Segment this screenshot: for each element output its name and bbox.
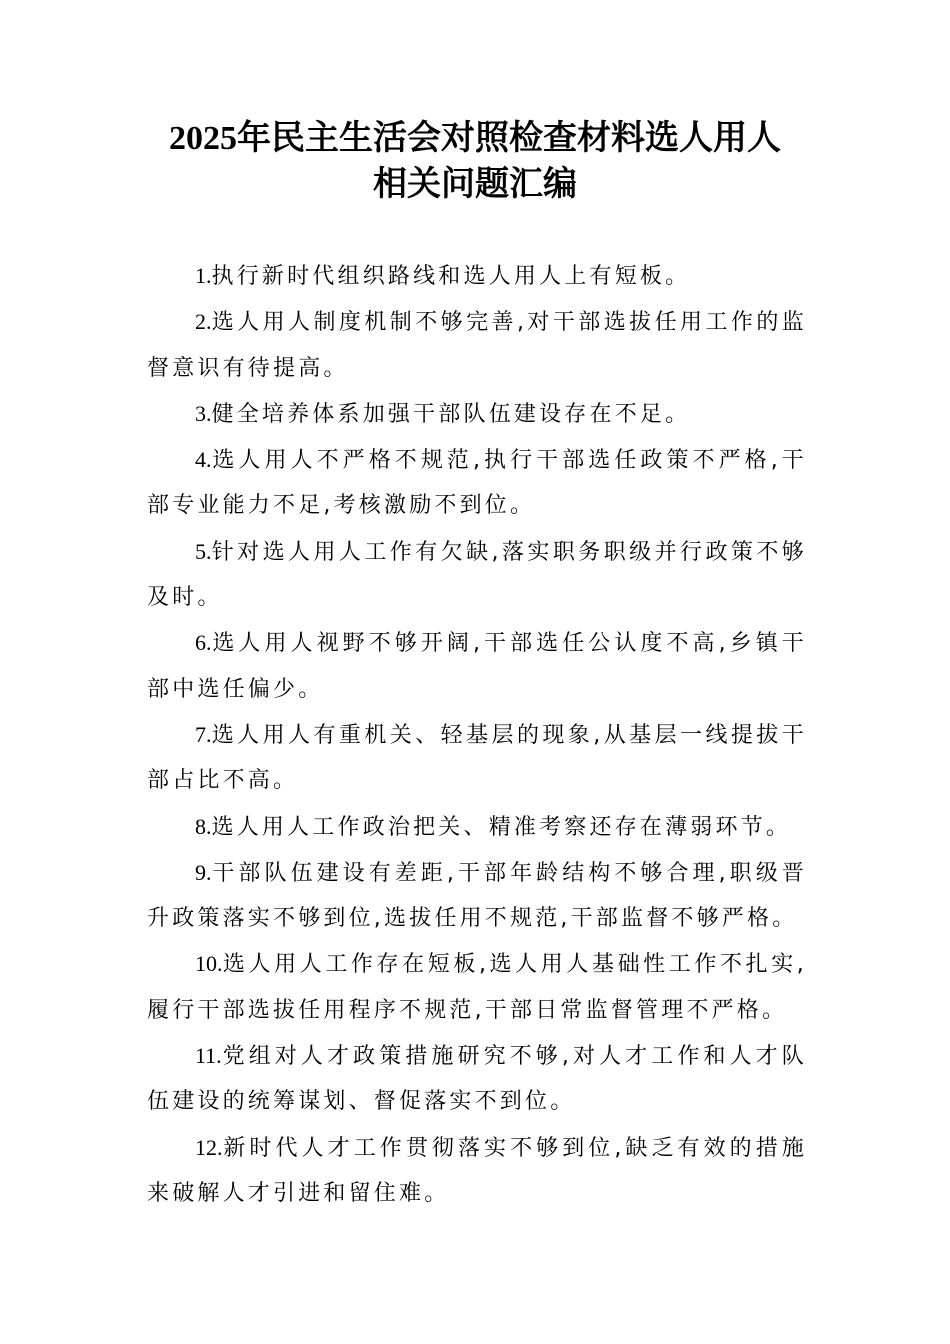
item-text: 选人用人工作政治把关、精准考察还存在薄弱环节。 xyxy=(211,814,792,840)
item-number: 8. xyxy=(195,813,212,839)
list-item xyxy=(147,299,807,391)
list-item xyxy=(147,253,807,299)
list-item xyxy=(147,437,807,529)
item-number: 12. xyxy=(195,1134,223,1160)
item-text: 选人用人视野不够开阔,干部选任公认度不高,乡镇干部中选任偏少。 xyxy=(147,631,807,702)
list-item xyxy=(147,529,807,621)
item-number: 11. xyxy=(195,1043,222,1069)
list-item xyxy=(147,850,807,942)
title-line-2: 相关问题汇编 xyxy=(373,166,577,203)
item-text: 选人用人制度机制不够完善,对干部选拔任用工作的监督意识有待提高。 xyxy=(147,310,807,381)
item-text: 针对选人用人工作有欠缺,落实职务职级并行政策不够及时。 xyxy=(147,539,807,611)
document-title xyxy=(140,116,810,208)
list-item xyxy=(147,1125,807,1217)
item-number: 1. xyxy=(195,263,212,288)
item-number: 9. xyxy=(195,859,212,885)
list-item xyxy=(147,712,807,804)
item-number: 3. xyxy=(195,400,212,426)
item-number: 2. xyxy=(195,309,212,335)
item-text: 党组对人才政策措施研究不够,对人才工作和人才队伍建设的统筹谋划、督促落实不到位。 xyxy=(147,1044,807,1115)
item-text: 选人用人有重机关、轻基层的现象,从基层一线提拔干部占比不高。 xyxy=(147,722,807,794)
item-number: 10. xyxy=(195,951,223,977)
item-text: 新时代人才工作贯彻落实不够到位,缺乏有效的措施来破解人才引进和留住难。 xyxy=(147,1135,807,1206)
item-text: 选人用人不严格不规范,执行干部选任政策不严格,干部专业能力不足,考核激励不到位。 xyxy=(147,448,807,519)
item-number: 6. xyxy=(195,630,212,656)
list-item xyxy=(147,941,807,1033)
list-item xyxy=(147,620,807,712)
item-text: 选人用人工作存在短板,选人用人基础性工作不扎实,履行干部选拔任用程序不规范,干部日常监督管理不严格。 xyxy=(147,952,807,1023)
item-number: 7. xyxy=(195,721,212,747)
document-body xyxy=(147,253,807,1216)
title-line-1: 2025年民主生活会对照检查材料选人用人 xyxy=(169,120,781,157)
item-number: 5. xyxy=(195,538,212,564)
item-number: 4. xyxy=(195,447,212,473)
list-item xyxy=(147,391,807,437)
item-text: 执行新时代组织路线和选人用人上有短板。 xyxy=(211,264,691,289)
list-item xyxy=(147,1033,807,1125)
item-text: 干部队伍建设有差距,干部年龄结构不够合理,职级晋升政策落实不够到位,选拔任用不规范,干部监督不够严格。 xyxy=(147,860,807,932)
list-item xyxy=(147,804,807,850)
item-text: 健全培养体系加强干部队伍建设存在不足。 xyxy=(211,401,691,427)
